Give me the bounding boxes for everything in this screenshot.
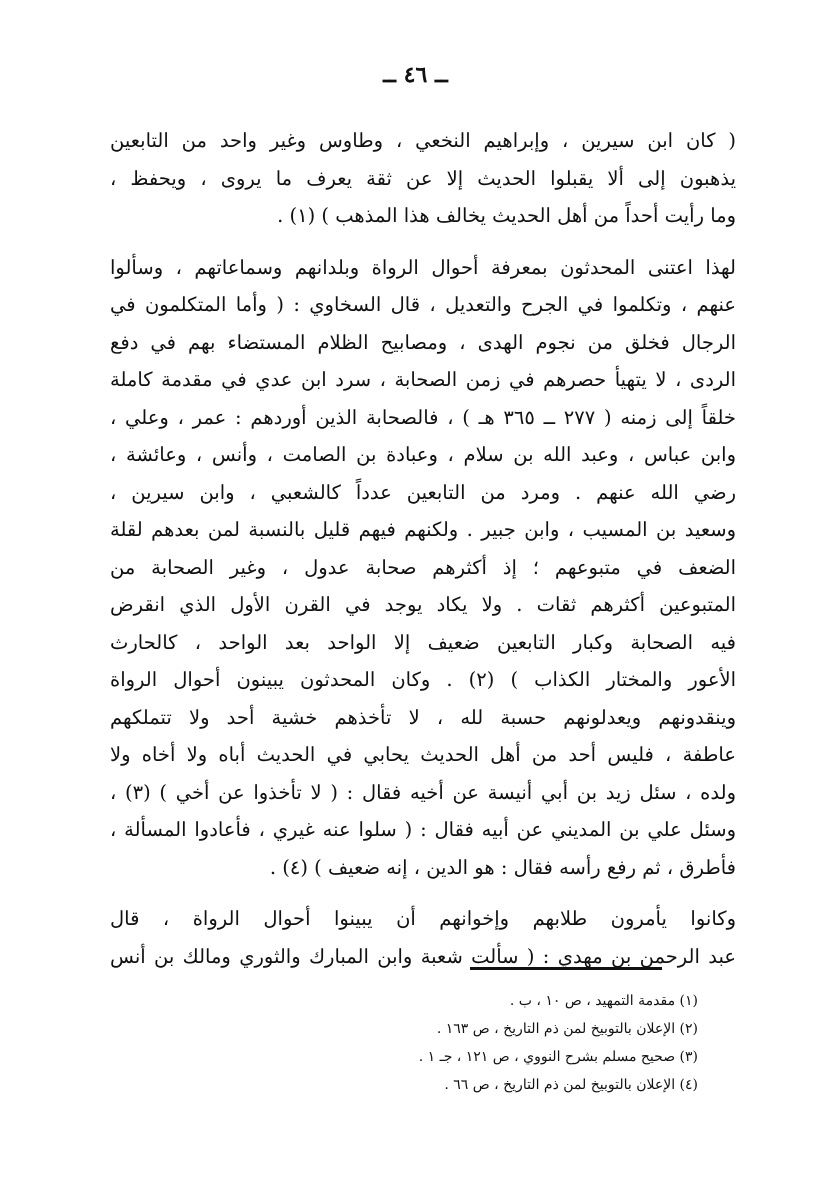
paragraph-1 — [110, 122, 736, 235]
text-line: الرجال فخلق من نجوم الهدى ، ومصابيح الظلام المستضاء بهم في دفع — [110, 330, 736, 354]
page-number: ــ ٤٦ ــ — [383, 62, 448, 88]
text-line: عاطفة ، فليس أحد من أهل الحديث يحابي في الحديث أباه ولا أخاه ولا — [110, 743, 736, 766]
footnote-1: (١) مقدمة التمهيد ، ص ١٠ ، ب . — [509, 993, 698, 1009]
footnote-3: (٣) صحيح مسلم بشرح النووي ، ص ١٢١ ، جـ ١ . — [418, 1049, 698, 1065]
text-line: الأعور والمختار الكذاب ) (٢) . وكان المحدثون يبينون أحوال الرواة — [110, 668, 736, 691]
text-line: عنهم ، وتكلموا في الجرح والتعديل ، قال السخاوي : ( وأما المتكلمون في — [110, 293, 736, 316]
text-line: وينقدونهم ويعدلونهم حسبة لله ، لا تأخذهم خشية أحد ولا تتملكهم — [110, 705, 736, 729]
text-line: عبد الرحمن بن مهدي : ( سألت شعبة وابن المبارك والثوري ومالك بن أنس — [110, 944, 736, 968]
text-line: ولده ، سئل زيد بن أبي أنيسة عن أخيه فقال : ( لا تأخذوا عن أخي ) (٣) ، — [110, 780, 736, 804]
paragraph-3 — [110, 900, 736, 975]
text-line: وسئل علي بن المديني عن أبيه فقال : ( سلوا عنه غيري ، فأعادوا المسألة ، — [110, 818, 736, 841]
paragraph-2 — [110, 249, 736, 887]
main-text — [110, 122, 736, 975]
text-line: يذهبون إلى ألا يقبلوا الحديث إلا عن ثقة يعرف ما يروى ، ويحفظ ، — [110, 166, 736, 190]
text-line: المتبوعين أكثرهم ثقات . ولا يكاد يوجد في القرن الأول الذي انقرض — [110, 593, 736, 616]
text-line: وما رأيت أحداً من أهل الحديث يخالف هذا المذهب ) (١) . — [277, 204, 736, 227]
paragraph-gap — [110, 235, 736, 249]
text-line: وابن عباس ، وعبد الله بن سلام ، وعبادة بن الصامت ، وأنس ، وعائشة ، — [110, 443, 736, 466]
footnote-4: (٤) الإعلان بالتوبيخ لمن ذم التاريخ ، ص ٦٦ . — [444, 1077, 698, 1093]
text-line: فأطرق ، ثم رفع رأسه فقال : هو الدين ، إنه ضعيف ) (٤) . — [269, 855, 736, 879]
paragraph-gap — [110, 886, 736, 900]
text-line: فيه الصحابة وكبار التابعين ضعيف إلا الواحد بعد الواحد ، كالحارث — [110, 630, 736, 654]
text-line: وسعيد بن المسيب ، وابن جبير . ولكنهم فيهم قليل بالنسبة لمن بعدهم لقلة — [110, 518, 736, 541]
text-line: رضي الله عنهم . ومرد من التابعين عدداً كالشعبي ، وابن سيرين ، — [110, 480, 736, 504]
text-line: الضعف في متبوعهم ؛ إذ أكثرهم صحابة عدول ، وغير الصحابة من — [110, 555, 736, 579]
text-line: خلقاً إلى زمنه ( ٢٧٧ ــ ٣٦٥ هـ ) ، فالصحابة الذين أوردهم : عمر ، وعلي ، — [110, 405, 736, 429]
footnote-separator — [470, 967, 662, 970]
footnote-2: (٢) الإعلان بالتوبيخ لمن ذم التاريخ ، ص ١٦٣ . — [436, 1021, 698, 1037]
footnotes — [250, 987, 698, 1099]
text-line: وكانوا يأمرون طلابهم وإخوانهم أن يبينوا أحوال الرواة ، قال — [110, 907, 736, 930]
text-line: ( كان ابن سيرين ، وإبراهيم النخعي ، وطاوس وغير واحد من التابعين — [110, 129, 736, 152]
text-line: لهذا اعتنى المحدثون بمعرفة أحوال الرواة وبلدانهم وسماعاتهم ، وسألوا — [110, 255, 736, 279]
text-line: الردى ، لا يتهيأ حصرهم في زمن الصحابة ، سرد ابن عدي في مقدمة كاملة — [110, 368, 736, 391]
